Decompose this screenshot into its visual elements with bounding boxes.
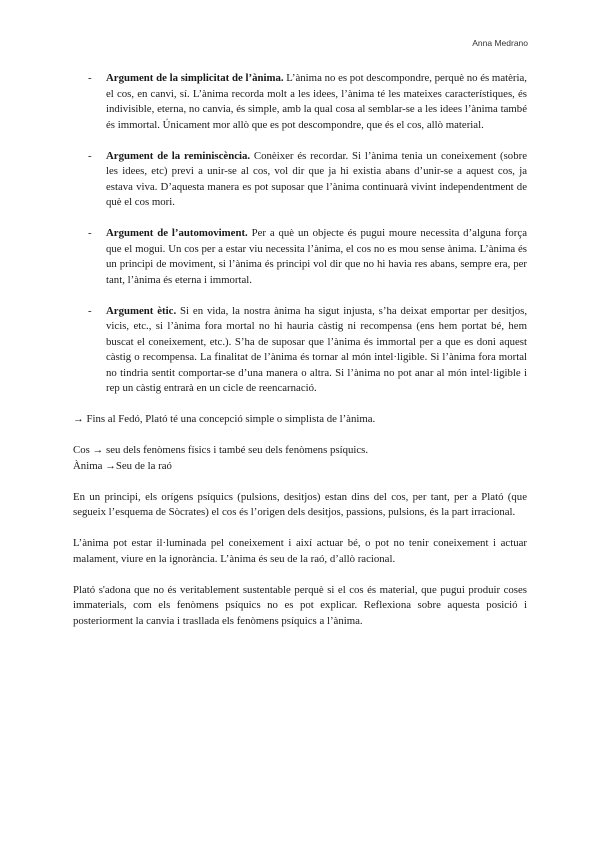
argument-item-reminiscencia (73, 149, 527, 211)
argument-item-etic (73, 304, 527, 397)
bullet-dash: - (88, 304, 92, 317)
argument-item-automoviment (73, 226, 527, 288)
argument-title: Argument de l’automoviment. (106, 227, 252, 239)
paragraph-anima: Ànima →Seu de la raó (73, 459, 172, 472)
paragraph-illuminada: L’ànima pot estar il·luminada pel coneixement i així actuar bé, o pot no tenir coneixement i actuar malament, viure en la ignorància. L’ànima és seu de la raó, d’allò racional. (73, 537, 527, 565)
paragraph-adona: Plató s'adona que no és veritablement sustentable perquè si el cos és material, que pugui produir coses immaterials, com els fenòmens psíquics no es pot explicar. Reflexiona sobre aquesta posició i posteriorment la canvia i trasllada els fenòmens psíquics a l’ànima. (73, 583, 527, 627)
argument-title: Argument de la simplicitat de l’ànima. (106, 72, 287, 84)
paragraph-cos: Cos → seu dels fenòmens físics i també seu dels fenòmens psíquics. (73, 444, 369, 456)
bullet-dash: - (88, 149, 92, 162)
argument-item-simplicitat (73, 71, 527, 133)
document-body (73, 71, 527, 645)
argument-text: Conèixer és recordar. Si l’ànima tenia un coneixement (sobre les idees, etc) previ a unir-se al cos, vol dir que ja hi existia abans d’unir-se a aquest cos, ja estava viva. D’aquesta manera es pot suposar que l’ànima continuarà vivint independentment de què el cos mori. (106, 149, 527, 208)
page-header-author: Anna Medrano (472, 38, 528, 48)
argument-text: Per a què un objecte és pugui moure necessita d’alguna força que el mogui. Un cos per a estar viu necessita l’ànima, el cos no es mou sense ànima. L’ànima és un principi de moviment, si l’ànima és principi vol dir que no hi havia res abans, sempre era, per tant, l’ànima és eterna i immortal. (106, 227, 527, 286)
paragraph-principi: En un principi, els orígens psíquics (pulsions, desitjos) estan dins del cos, per tant, per a Plató (que segueix l’esquema de Sòcrates) el cos és l’origen dels desitjos, passions, pulsions, és la part irracional. (73, 490, 527, 518)
arguments-list (73, 71, 527, 397)
bullet-dash: - (88, 227, 92, 239)
argument-text: Si en vida, la nostra ànima ha sigut injusta, s’ha deixat emportar per desitjos, vicis, etc., si l’ànima fora mortal no hi hauria càstig ni recompensa (ens hem portat bé, hem buscat el coneixement, etc.). S’ha de suposar que l’ànima és immortal per a que es doni aquest càstig o recompensa. La finalitat de l’ànima és tornar al món intel·ligible. Si l’ànima fora mortal no tindria sentit comportar-se d’una manera o altra. Si l’ànima no pot anar al món intel·ligible i rep un càstig entrarà en un cicle de reencarnació. (106, 304, 528, 394)
paragraph-fedo: → Fins al Fedó, Plató té una concepció simple o simplista de l’ànima. (73, 413, 376, 425)
argument-text: L’ànima no es pot descompondre, perquè no és matèria, el cos, en canvi, sí. L’ànima recorda molt a les idees, l’ànima té les mateixes característiques, és indivisible, eterna, no canvia, és simple, amb la qual cosa al semblar-se a les idees l’ànima també és immortal. Únicament mor allò que es pot descompondre, que és el cos, allò material. (106, 72, 527, 131)
argument-title: Argument de la reminiscència. (106, 149, 254, 162)
bullet-dash: - (88, 72, 92, 84)
argument-title: Argument ètic. (106, 304, 181, 317)
